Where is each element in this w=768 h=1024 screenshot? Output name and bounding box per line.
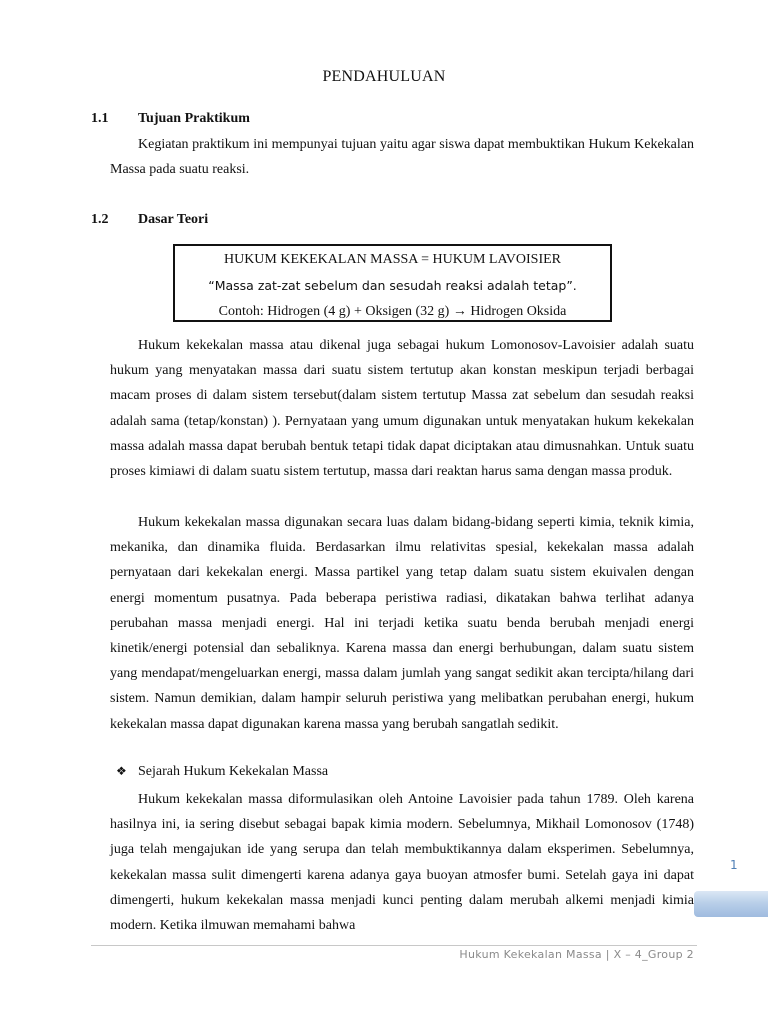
page-title: PENDAHULUAN [322, 68, 446, 85]
box-heading: HUKUM KEKEKALAN MASSA = HUKUM LAVOISIER [223, 252, 562, 267]
section-title-tujuan: Tujuan Praktikum [138, 111, 250, 126]
page-tab-decoration [694, 891, 768, 917]
paragraph-dasar-teori-2: Hukum kekekalan massa digunakan secara luas dalam bidang-bidang seperti kimia, teknik kimia, mekanika, dan dinamika fluida. Berdasarkan ilmu relativitas spesial, kekekalan massa adalah pernyataan dari kekekalan energi. Massa partikel yang tetap dalam suatu sistem ekuivalen dengan energi momentum pusatnya. Pada beberapa peristiwa radiasi, dikatakan bahwa terlihat adanya perubahan massa menjadi energi. Hal ini terjadi ketika suatu benda berubah menjadi energi kinetik/energi potensial dan sebaliknya. Karena massa dan energi berhubungan, dalam suatu sistem yang mendapat/mengeluarkan energi, massa dalam jumlah yang sangat sedikit akan tercipta/hilang dari sistem. Namun demikian, dalam hampir seluruh peristiwa yang melibatkan perubahan energi, hukum kekekalan massa dapat digunakan karena massa yang berubah sangatlah sedikit. [110, 515, 694, 732]
bullet-sejarah [116, 764, 328, 780]
section-title-dasar-teori: Dasar Teori [138, 212, 209, 227]
law-definition-box [173, 244, 612, 322]
box-example: Contoh: Hidrogen (4 g) + Oksigen (32 g) → Hidrogen Oksida [218, 304, 567, 319]
footer-text: Hukum Kekekalan Massa | X – 4_Group 2 [459, 948, 694, 961]
bullet-label: Sejarah Hukum Kekekalan Massa [138, 764, 329, 779]
page-number: 1 [730, 858, 738, 872]
paragraph-dasar-teori-1: Hukum kekekalan massa atau dikenal juga sebagai hukum Lomonosov-Lavoisier adalah suatu hukum yang menyatakan massa dari suatu sistem tertutup akan konstan meskipun terjadi berbagai macam proses di dalam sistem tersebut(dalam sistem tertutup Massa zat sebelum dan sesudah reaksi adalah sama (tetap/konstan) ). Pernyataan yang umum digunakan untuk menyatakan hukum kekekalan massa adalah massa dapat berubah bentuk tetapi tidak dapat diciptakan atau dimusnahkan. Untuk suatu proses kimiawi di dalam suatu sistem tertutup, massa dari reaktan harus sama dengan massa produk. [110, 338, 694, 480]
footer-divider [91, 945, 697, 946]
paragraph-tujuan: Kegiatan praktikum ini mempunyai tujuan yaitu agar siswa dapat membuktikan Hukum Kekekalan Massa pada suatu reaksi. [110, 137, 694, 177]
paragraph-sejarah: Hukum kekekalan massa diformulasikan oleh Antoine Lavoisier pada tahun 1789. Oleh karena hasilnya ini, ia sering disebut sebagai bapak kimia modern. Sebelumnya, Mikhail Lomonosov (1748) juga telah mengajukan ide yang serupa dan telah membuktikannya dalam eksperimen. Sebelumnya, kekekalan massa sulit dimengerti karena adanya gaya buoyan atmosfer bumi. Setelah gaya ini dapat dimengerti, hukum kekekalan massa menjadi kunci penting dalam merubah alkemi menjadi kimia modern. Ketika ilmuwan memahami bahwa [110, 792, 694, 934]
section-number-1-2: 1.2 [91, 212, 109, 227]
diamond-bullet-icon: ❖ [116, 764, 127, 778]
section-number-1-1: 1.1 [91, 111, 109, 126]
box-quote: “Massa zat-zat sebelum dan sesudah reaksi adalah tetap”. [208, 278, 577, 293]
